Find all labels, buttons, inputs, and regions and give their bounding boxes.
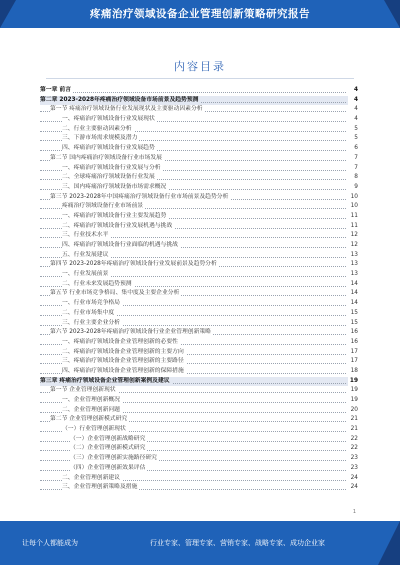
toc-entry-text: 第一章 前言	[40, 87, 72, 93]
toc-entry-page: 13	[348, 251, 358, 261]
toc-entry-text: 一、行业市场竞争格局	[62, 300, 120, 307]
toc-entry-page: 12	[348, 241, 358, 251]
toc-entry-page: 4	[348, 86, 358, 96]
toc-entry-page: 6	[348, 144, 358, 154]
toc-entry-text: 第一节 疼痛治疗领域设备行业发展现状及主要驱动因素分析	[50, 106, 203, 113]
toc-entry[interactable]	[40, 299, 358, 309]
toc-entry-text: 第三章 疼痛治疗领域设备企业管理创新案例及建议	[40, 377, 170, 384]
toc-entry-text: 第五节 行业市场竞争格局、集中度及主要企业分析	[50, 290, 180, 297]
toc-entry-text: （一）行业管理创新现状	[62, 426, 126, 433]
toc-entry-page: 13	[348, 260, 358, 270]
toc-entry-text: 二、企业管理创新建议	[62, 474, 120, 481]
toc-entry-text: 第二节 企业管理创新模式研究	[50, 416, 128, 423]
toc-entry[interactable]	[40, 483, 358, 493]
toc-entry[interactable]	[40, 425, 358, 435]
toc-divider	[46, 78, 354, 79]
toc-entry-text: 第二节 国内疼痛治疗领域设备行业市场发展	[50, 154, 162, 161]
toc-entry[interactable]	[40, 231, 358, 241]
toc-entry-text: 二、疼痛治疗领域设备企业管理创新的主要方向	[62, 348, 184, 355]
toc-entry-page: 10	[348, 193, 358, 203]
toc-entry[interactable]	[40, 134, 358, 144]
toc-entry[interactable]	[40, 377, 358, 387]
toc-entry-page: 21	[348, 425, 358, 435]
toc-entry-text: 第一节 企业管理创新现状	[50, 387, 116, 394]
toc-entry[interactable]	[40, 474, 358, 484]
toc-heading: 内容目录	[174, 60, 226, 73]
toc-entry[interactable]	[40, 309, 358, 319]
toc-entry-text: 三、行业技术水平	[62, 232, 109, 239]
toc-entry-text: 第三节 2023-2028年中国疼痛治疗领域设备行业市场前景及趋势分析	[50, 193, 229, 200]
toc-entry[interactable]	[40, 367, 358, 377]
toc-entry-text: 三、下游市场需求规模及潜力	[62, 135, 138, 142]
toc-entry[interactable]	[40, 396, 358, 406]
toc-entry-text: 一、疼痛治疗领域设备企业管理创新的必要性	[62, 338, 178, 345]
toc-entry[interactable]	[40, 173, 358, 183]
toc-entry-text: （四）企业管理创新效果评估	[70, 464, 146, 471]
toc-entry[interactable]	[40, 386, 358, 396]
report-title: 疼痛治疗领域设备企业管理创新策略研究报告	[90, 8, 310, 20]
toc-entry-page: 15	[348, 309, 358, 319]
toc-entry-page: 22	[348, 435, 358, 445]
toc-entry-page: 14	[348, 280, 358, 290]
toc-entry-page: 24	[348, 474, 358, 484]
toc-entry-text: 二、行业市场集中度	[62, 309, 115, 316]
toc-entry[interactable]	[40, 115, 358, 125]
footer-accent	[378, 521, 400, 565]
toc-entry-text: 四、疼痛治疗领域设备企业管理创新的保障措施	[62, 367, 184, 374]
toc-entry-text: 二、全球疼痛治疗领域设备行业发展	[62, 174, 155, 181]
toc-entry[interactable]	[40, 289, 358, 299]
toc-entry-text: 一、疼痛治疗领域设备行业发展与分析	[62, 164, 161, 171]
toc-entry-text: 三、企业管理创新策略及措施	[62, 484, 138, 491]
toc-entry-page: 16	[348, 328, 358, 338]
toc-entry-page: 4	[348, 115, 358, 125]
toc-entry-page: 4	[348, 105, 358, 115]
toc-entry-page: 11	[348, 212, 358, 222]
toc-entry-page: 7	[348, 154, 358, 164]
toc-entry[interactable]	[40, 415, 358, 425]
toc-entry-text: 疼痛治疗领域设备行业市场前景	[62, 203, 144, 210]
toc-entry-page: 19	[348, 377, 358, 387]
toc-entry-text: 第二章 2023-2028年疼痛治疗领域设备市场前景及趋势预测	[40, 96, 199, 103]
toc-entry-text: 四、疼痛治疗领域设备行业发展趋势	[62, 145, 155, 152]
toc-entry-text: 二、行业未来发展趋势预测	[62, 280, 132, 287]
footer-banner	[0, 521, 400, 565]
report-header-bar	[0, 0, 400, 28]
toc-entry-text: 一、疼痛治疗领域设备行业主要发展趋势	[62, 212, 167, 219]
toc-entry[interactable]	[40, 357, 358, 367]
toc-entry[interactable]	[40, 280, 358, 290]
toc-entry-page: 10	[348, 202, 358, 212]
toc-entry[interactable]	[40, 222, 358, 232]
toc-entry[interactable]	[40, 319, 358, 329]
toc-entry[interactable]	[40, 86, 358, 96]
toc-entry-page: 22	[348, 444, 358, 454]
toc-entry[interactable]	[40, 406, 358, 416]
toc-entry-page: 18	[348, 367, 358, 377]
toc-entry-text: （三）企业管理创新实施路径研究	[70, 455, 157, 462]
toc-entry[interactable]	[40, 193, 358, 203]
toc-entry-page: 8	[348, 173, 358, 183]
toc-entry[interactable]	[40, 125, 358, 135]
toc-entry-page: 23	[348, 464, 358, 474]
toc-entry-page: 21	[348, 415, 358, 425]
toc-entry-page: 12	[348, 231, 358, 241]
toc-entry-page: 24	[348, 483, 358, 493]
toc-entry-page: 11	[348, 222, 358, 232]
toc-entry[interactable]	[40, 270, 358, 280]
toc-entry-page: 20	[348, 406, 358, 416]
toc-leader-dots	[40, 86, 346, 93]
toc-entry-text: 一、企业管理创新概况	[62, 397, 120, 403]
toc-entry-text: 第六节 2023-2028年疼痛治疗领域设备行业企业管理创新策略	[50, 329, 211, 336]
toc-entry-page: 14	[348, 299, 358, 309]
toc-entry[interactable]	[40, 154, 358, 164]
toc-entry[interactable]	[40, 183, 358, 193]
toc-entry-page: 13	[348, 270, 358, 280]
toc-entry[interactable]	[40, 241, 358, 251]
toc-entry[interactable]	[40, 338, 358, 348]
toc-entry[interactable]	[40, 444, 358, 454]
toc-entry[interactable]	[40, 164, 358, 174]
toc-entry-page: 19	[348, 396, 358, 406]
table-of-contents	[40, 86, 358, 493]
toc-entry-page: 17	[348, 357, 358, 367]
toc-entry-text: 一、疼痛治疗领域设备行业发展现状	[62, 116, 155, 123]
toc-entry[interactable]	[40, 260, 358, 270]
toc-entry[interactable]	[40, 202, 358, 212]
toc-entry-page: 17	[348, 348, 358, 358]
toc-entry[interactable]	[40, 96, 358, 106]
toc-entry[interactable]	[40, 212, 358, 222]
toc-entry[interactable]	[40, 144, 358, 154]
header-left-accent	[0, 0, 16, 28]
toc-entry-text: 三、疼痛治疗领域设备企业管理创新的主要路径	[62, 358, 184, 365]
footer-slogan: 让每个人都能成为	[22, 539, 78, 547]
toc-entry-text: 第四节 2023-2028年疼痛治疗领域设备行业发展前景及趋势分析	[50, 261, 217, 268]
toc-entry[interactable]	[40, 464, 358, 474]
toc-entry[interactable]	[40, 251, 358, 261]
toc-entry-page: 14	[348, 289, 358, 299]
toc-entry-text: 五、行业发展建议	[62, 251, 109, 258]
toc-entry-text: 二、疼痛治疗领域设备行业发展机遇与挑战	[62, 222, 173, 229]
toc-entry-text: 一、行业发展前景	[62, 271, 109, 278]
header-right-accent	[384, 0, 400, 28]
toc-entry-page: 4	[348, 96, 358, 106]
toc-entry[interactable]	[40, 435, 358, 445]
toc-entry-text: 三、行业主要企业分析	[62, 319, 120, 326]
toc-entry[interactable]	[40, 328, 358, 338]
toc-entry-text: 四、疼痛治疗领域设备行业面临的机遇与挑战	[62, 242, 178, 248]
toc-entry-text: （一）企业管理创新战略研究	[70, 435, 146, 442]
toc-entry-text: 二、企业管理创新问题	[62, 406, 120, 413]
toc-entry-page: 23	[348, 454, 358, 464]
toc-entry-page: 15	[348, 319, 358, 329]
toc-entry[interactable]	[40, 454, 358, 464]
toc-entry-page: 5	[348, 125, 358, 135]
toc-entry-page: 5	[348, 134, 358, 144]
toc-entry-page: 9	[348, 183, 358, 193]
toc-entry-page: 19	[348, 386, 358, 396]
toc-entry[interactable]	[40, 348, 358, 358]
toc-entry-text: 三、国内疼痛治疗领域设备市场需求概况	[62, 183, 167, 190]
page-number: 1	[352, 509, 356, 515]
toc-entry[interactable]	[40, 105, 358, 115]
toc-entry-text: 二、行业主要驱动因素分析	[62, 125, 132, 132]
toc-entry-text: （二）企业管理创新模式研究	[70, 445, 146, 452]
toc-entry-page: 7	[348, 164, 358, 174]
footer-roles: 行业专家、管理专家、营销专家、战略专家、成功企业家	[150, 539, 325, 547]
toc-entry-page: 16	[348, 338, 358, 348]
